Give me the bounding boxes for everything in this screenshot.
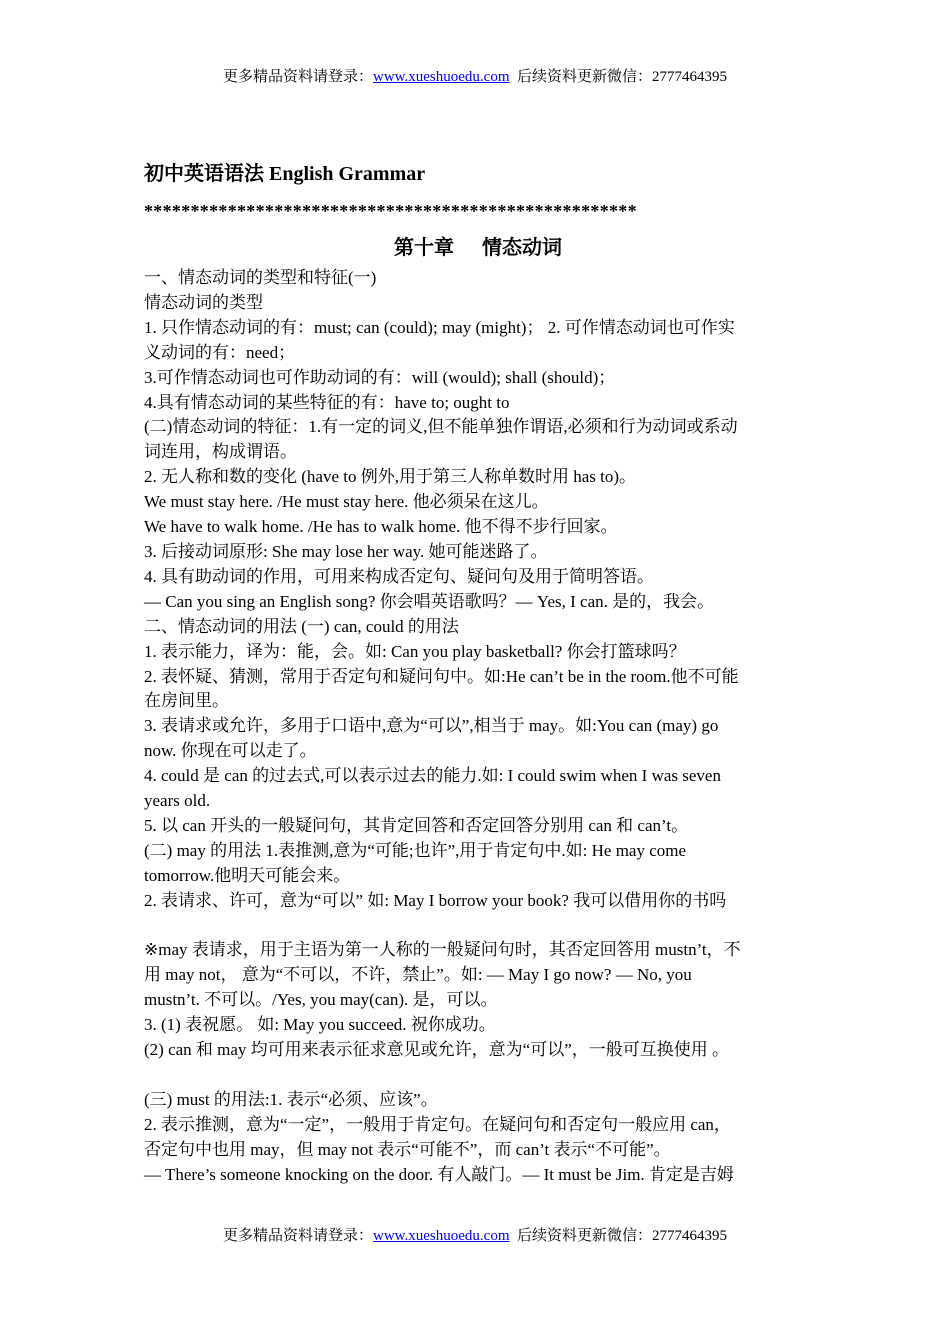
header-suffix: 后续资料更新微信：2777464395	[517, 69, 728, 85]
footer-link[interactable]: www.xueshuoedu.com	[372, 1228, 510, 1244]
text-line: 二、情态动词的用法 (一) can, could 的用法	[144, 616, 459, 636]
text-line: 1. 只作情态动词的有：must; can (could); may (might)； 2. 可作情态动词也可作实	[144, 317, 735, 337]
text-line: years old.	[144, 791, 211, 811]
text-line: 情态动词的类型	[144, 292, 263, 312]
footer-prefix: 更多精品资料请登录：	[222, 1228, 373, 1244]
text-line: 1. 表示能力，译为：能，会。如: Can you play basketball? 你会打篮球吗？	[144, 641, 686, 661]
page-footer	[0, 1226, 950, 1246]
text-line: 2. 表请求、许可，意为“可以” 如: May I borrow your book? 我可以借用你的书吗	[144, 890, 727, 910]
document-body	[144, 160, 812, 1188]
text-line: 4. 具有助动词的作用，可用来构成否定句、疑问句及用于简明答语。	[144, 566, 654, 586]
text-line: ※may 表请求，用于主语为第一人称的一般疑问句时，其否定回答用 mustn’t，不	[144, 940, 741, 960]
text-line: 4. could 是 can 的过去式,可以表示过去的能力.如: I could swim when I was seven	[144, 766, 721, 786]
chapter-name: 情态动词	[482, 237, 562, 259]
text-line: 4.具有情态动词的某些特征的有：have to; ought to	[144, 392, 510, 412]
text-line: (二) may 的用法 1.表推测,意为“可能;也许”,用于肯定句中.如: He may come	[144, 840, 687, 860]
text-line: — There’s someone knocking on the door. 有人敲门。— It must be Jim. 肯定是吉姆	[144, 1164, 734, 1184]
text-line: 3. 后接动词原形: She may lose her way. 她可能迷路了。	[144, 541, 548, 561]
text-line: 3.可作情态动词也可作助动词的有：will (would); shall (should)；	[144, 367, 616, 387]
document-title: 初中英语语法 English Grammar	[144, 163, 426, 185]
text-line: 用 may not， 意为“不可以，不许，禁止”。如: — May I go now? — No, you	[144, 965, 692, 985]
star-divider: *****************************************************	[144, 201, 637, 221]
text-line: We have to walk home. /He has to walk home. 他不得不步行回家。	[144, 517, 618, 537]
text-line: tomorrow.他明天可能会来。	[144, 865, 351, 885]
text-line	[144, 1063, 812, 1088]
text-line: 3. 表请求或允许，多用于口语中,意为“可以”,相当于 may。如:You can (may) go	[144, 716, 719, 736]
page-header	[0, 67, 950, 87]
text-line: 义动词的有：need；	[144, 342, 296, 362]
header-prefix: 更多精品资料请登录：	[222, 69, 373, 85]
text-line: (2) can 和 may 均可用来表示征求意见或允许，意为“可以”，一般可互换使用 。	[144, 1040, 730, 1060]
chapter-heading	[144, 234, 812, 262]
text-line: mustn’t. 不可以。/Yes, you may(can). 是，可以。	[144, 990, 498, 1010]
text-line: 否定句中也用 may，但 may not 表示“可能不”，而 can’t 表示“不可能”。	[144, 1139, 671, 1159]
chapter-number: 第十章	[394, 237, 454, 259]
text-line: 2. 表示推测，意为“一定”，一般用于肯定句。在疑问句和否定句一般应用 can，	[144, 1114, 731, 1134]
text-line: now. 你现在可以走了。	[144, 741, 317, 761]
text-line: (三) must 的用法:1. 表示“必须、应该”。	[144, 1089, 438, 1109]
text-line: 在房间里。	[144, 691, 229, 711]
text-line: We must stay here. /He must stay here. 他必须呆在这儿。	[144, 492, 549, 512]
text-lines	[144, 266, 812, 1188]
text-line: — Can you sing an English song? 你会唱英语歌吗？— Yes, I can. 是的，我会。	[144, 591, 715, 611]
text-line: 词连用，构成谓语。	[144, 442, 297, 462]
text-line: 一、情态动词的类型和特征(一)	[144, 268, 377, 287]
text-line	[144, 914, 812, 939]
header-link[interactable]: www.xueshuoedu.com	[372, 69, 510, 85]
text-line: 2. 无人称和数的变化 (have to 例外,用于第三人称单数时用 has to)。	[144, 467, 637, 487]
text-line: (二)情态动词的特征：1.有一定的词义,但不能单独作谓语,必须和行为动词或系动	[144, 417, 738, 437]
text-line: 3. (1) 表祝愿。 如: May you succeed. 祝你成功。	[144, 1015, 496, 1035]
text-line: 2. 表怀疑、猜测，常用于否定句和疑问句中。如:He can’t be in the room.他不可能	[144, 666, 739, 686]
footer-suffix: 后续资料更新微信：2777464395	[517, 1228, 728, 1244]
text-line: 5. 以 can 开头的一般疑问句，其肯定回答和否定回答分别用 can 和 can’t。	[144, 815, 689, 835]
